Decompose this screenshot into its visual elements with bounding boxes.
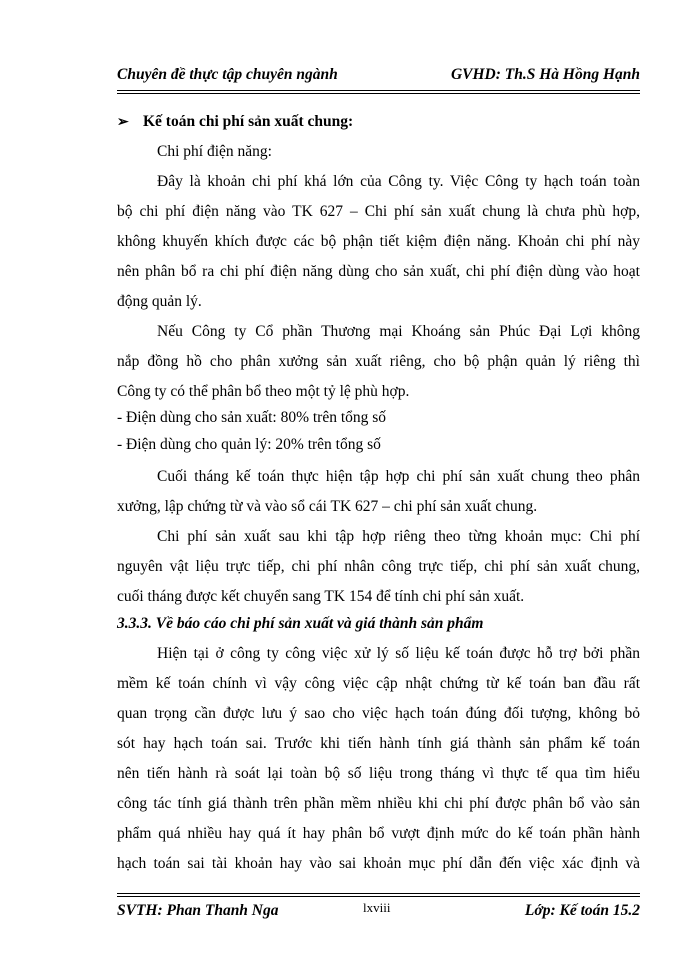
paragraph-line: Công ty có thể phân bổ theo một tỷ lệ phù hợp. — [117, 383, 410, 400]
page-number: lxviii — [363, 900, 391, 915]
paragraph-line: quan trọng cần được lưu ý sao cho việc hạch toán đúng đối tượng, không bỏ — [117, 705, 640, 722]
paragraph-line: nguyên vật liệu trực tiếp, chi phí nhân công trực tiếp, chi phí sản xuất chung, — [117, 558, 640, 575]
paragraph-line: cuối tháng được kết chuyển sang TK 154 để tính chi phí sản xuất. — [117, 588, 525, 605]
paragraph-line: Chi phí sản xuất sau khi tập hợp riêng theo từng khoản mục: Chi phí — [157, 528, 640, 545]
paragraph-line: nên phân bổ ra chi phí điện năng dùng cho sản xuất, chi phí điện dùng vào hoạt — [117, 263, 640, 280]
paragraph-line: Nếu Công ty Cổ phần Thương mại Khoáng sản Phúc Đại Lợi không — [157, 323, 640, 340]
paragraph-line: nắp đồng hồ cho phân xưởng sản xuất riêng, cho bộ phận quản lý riêng thì — [117, 353, 640, 370]
page-footer — [117, 900, 640, 924]
paragraph-line: mềm kế toán chính vì vậy công việc cập nhật chứng từ kế toán ban đầu rất — [117, 675, 640, 692]
paragraph-line: Đây là khoản chi phí khá lớn của Công ty. Việc Công ty hạch toán toàn — [157, 173, 640, 190]
paragraph-line: hạch toán sai tài khoản hay vào sai khoản mục phí dẫn đến việc xác định và — [117, 855, 640, 872]
heading-general-costs: ➢ Kế toán chi phí sản xuất chung: — [117, 112, 640, 133]
list-item-production: - Điện dùng cho sản xuất: 80% trên tổng số — [117, 409, 387, 426]
paragraph-line: xưởng, lập chứng từ và vào sổ cái TK 627 – chi phí sản xuất chung. — [117, 498, 538, 515]
paragraph-line: không khuyến khích được các bộ phận tiết kiệm điện năng. Khoản chi phí này — [117, 233, 640, 250]
footer-rule — [117, 893, 640, 897]
footer-student: SVTH: Phan Thanh Nga — [117, 902, 279, 919]
paragraph-line: Cuối tháng kế toán thực hiện tập hợp chi phí sản xuất chung theo phân — [157, 468, 640, 485]
paragraph-line: động quản lý. — [117, 293, 202, 310]
paragraph-line: sót hay hạch toán sai. Trước khi tiến hành tính giá thành sản phẩm kế toán — [117, 735, 640, 752]
paragraph-line: bộ chi phí điện năng vào TK 627 – Chi phí sản xuất chung là chưa phù hợp, — [117, 203, 640, 220]
subheading-electricity: Chi phí điện năng: — [157, 143, 272, 160]
paragraph-line: công tác tính giá thành trên phần mềm nhiều khi chi phí được phân bổ vào sản — [117, 795, 640, 812]
footer-class: Lớp: Kế toán 15.2 — [524, 902, 640, 919]
list-item-management: - Điện dùng cho quản lý: 20% trên tổng số — [117, 436, 381, 453]
header-course-title: Chuyên đề thực tập chuyên ngành — [117, 66, 338, 83]
arrow-bullet-icon: ➢ — [117, 115, 129, 130]
section-heading: 3.3.3. Về báo cáo chi phí sản xuất và giá thành sản phẩm — [117, 615, 484, 632]
header-supervisor: GVHD: Th.S Hà Hồng Hạnh — [450, 66, 640, 83]
paragraph-line: phẩm quá nhiều hay quá ít hay phân bổ vượt định mức do kế toán phần hành — [117, 825, 640, 842]
paragraph-line: Hiện tại ở công ty công việc xử lý số liệu kế toán được hỗ trợ bởi phần — [157, 645, 640, 662]
header-rule — [117, 90, 640, 94]
page-header — [117, 64, 640, 90]
paragraph-line: nên tiến hành rà soát lại toàn bộ số liệu trong tháng vì thực tế qua tìm hiểu — [117, 765, 640, 782]
